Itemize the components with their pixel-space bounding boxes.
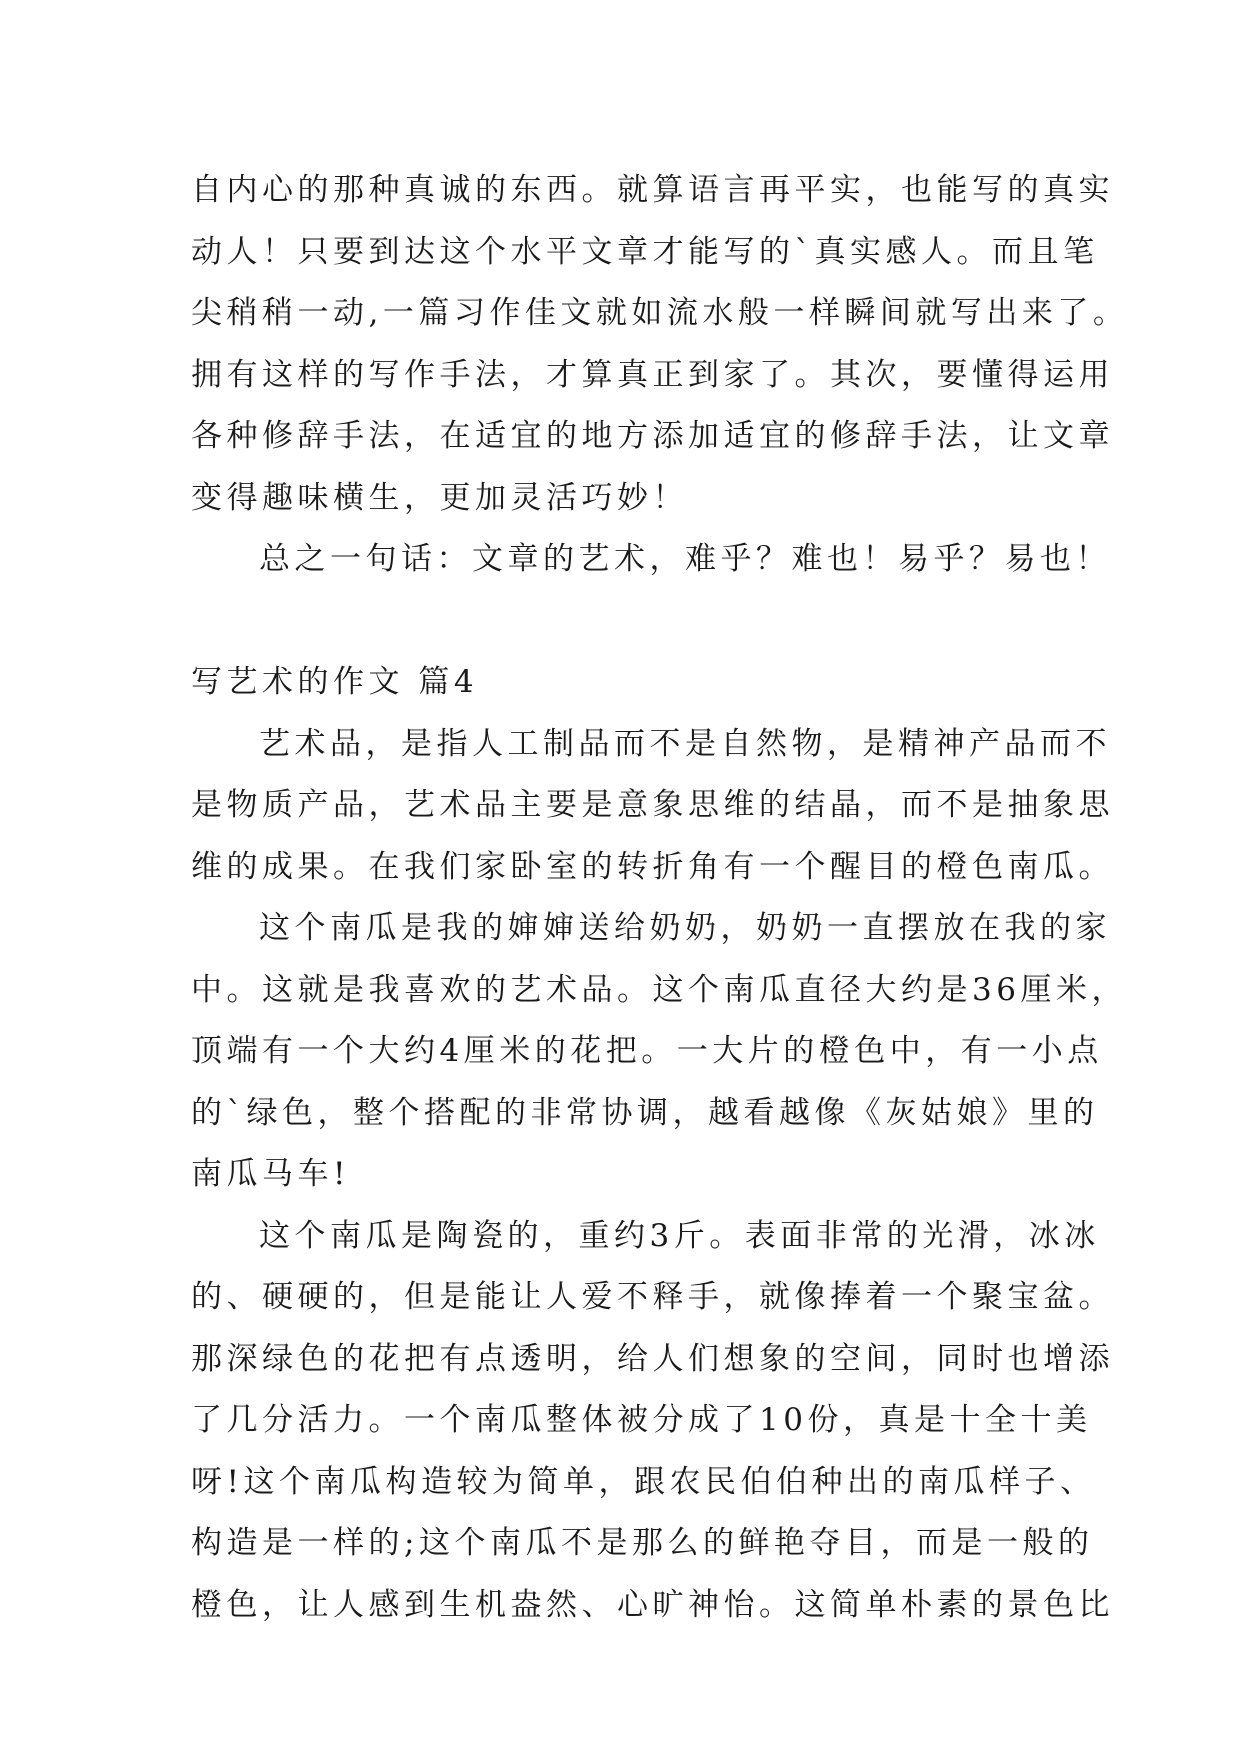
text-line: 总之一句话：文章的艺术，难乎？难也！易乎？易也！ (259, 541, 1111, 577)
text-line: 的`绿色，整个搭配的非常协调，越看越像《灰姑娘》里的 (191, 1094, 1099, 1131)
text-line: 是物质产品，艺术品主要是意象思维的结晶，而不是抽象思 (191, 787, 1114, 823)
text-line: 顶端有一个大约4厘米的花把。一大片的橙色中，有一小点 (191, 1033, 1103, 1069)
document-body (191, 160, 1191, 1636)
text-line: 艺术品，是指人工制品而不是自然物，是精神产品而不 (259, 725, 1111, 762)
text-line: 那深绿色的花把有点透明，给人们想象的空间，同时也增添 (191, 1340, 1114, 1377)
text-line: 橙色，让人感到生机盎然、心旷神怡。这简单朴素的景色比 (191, 1586, 1114, 1623)
text-line: 各种修辞手法，在适宜的地方添加适宜的修辞手法，让文章 (191, 418, 1114, 454)
text-line: 这个南瓜是陶瓷的，重约3斤。表面非常的光滑，冰冰 (259, 1217, 1100, 1254)
paragraph-gap (191, 591, 1191, 653)
text-line: 南瓜马车! (191, 1156, 350, 1192)
paragraph-pumpkin-material (191, 1206, 1191, 1637)
text-line: 动人！只要到达这个水平文章才能写的`真实感人。而且笔 (191, 233, 1099, 270)
text-line: 维的成果。在我们家卧室的转折角有一个醒目的橙色南瓜。 (191, 848, 1114, 885)
text-line: 拥有这样的写作手法，才算真正到家了。其次，要懂得运用 (191, 356, 1114, 393)
text-line: 变得趣味横生，更加灵活巧妙！ (191, 479, 688, 516)
text-line: 呀!这个南瓜构造较为简单，跟农民伯伯种出的南瓜样子、 (191, 1463, 1096, 1500)
paragraph-continuation (191, 160, 1191, 529)
text-line: 尖稍稍一动,一篇习作佳文就如流水般一样瞬间就写出来了。 (191, 295, 1129, 331)
heading-text: 写艺术的作文 篇4 (191, 664, 479, 700)
paragraph-pumpkin-description (191, 898, 1191, 1206)
text-line: 这个南瓜是我的婶婶送给奶奶，奶奶一直摆放在我的家 (259, 910, 1111, 946)
text-line: 构造是一样的;这个南瓜不是那么的鲜艳夺目，而是一般的 (191, 1525, 1094, 1561)
text-line: 自内心的那种真诚的东西。就算语言再平实，也能写的真实 (191, 172, 1114, 208)
paragraph-intro (191, 714, 1191, 899)
text-line: 中。这就是我喜欢的艺术品。这个南瓜直径大约是36厘米， (191, 971, 1127, 1008)
text-line: 了几分活力。一个南瓜整体被分成了10份，真是十全十美 (191, 1402, 1092, 1438)
text-line: 的、硬硬的，但是能让人爱不释手，就像捧着一个聚宝盆。 (191, 1279, 1114, 1315)
paragraph-summary (191, 529, 1191, 591)
section-heading (191, 652, 1191, 714)
